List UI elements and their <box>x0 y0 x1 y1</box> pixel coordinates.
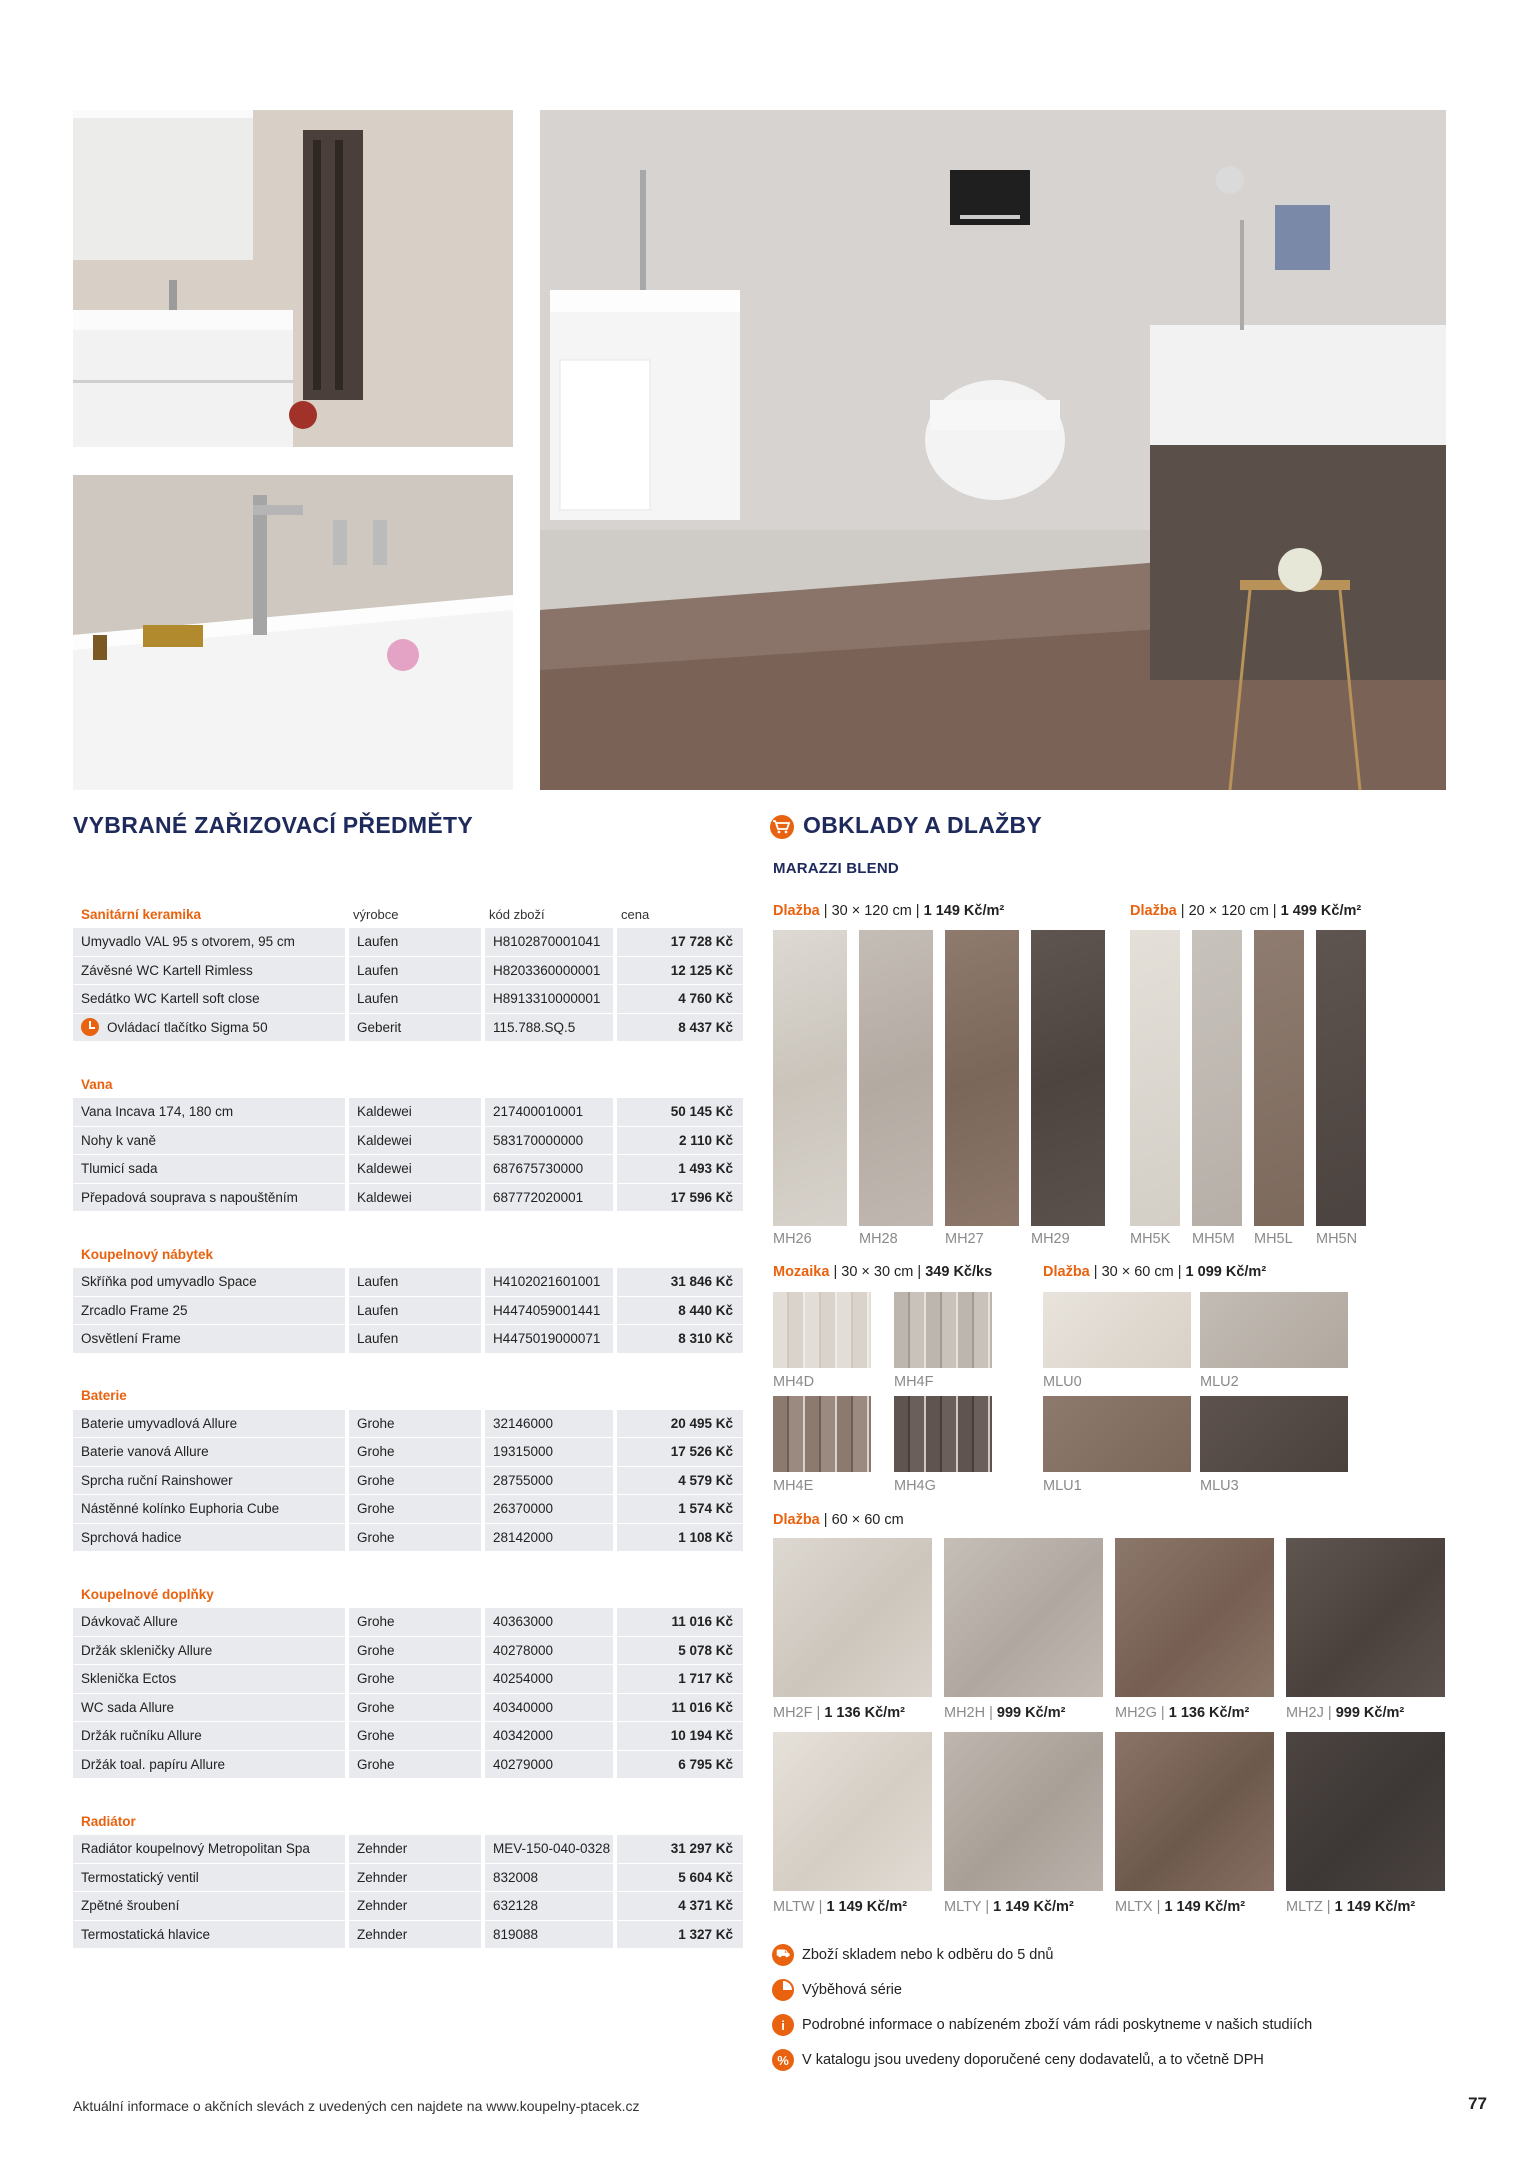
table-row <box>73 1438 743 1467</box>
cell-mfr: Grohe <box>349 1694 481 1723</box>
tile-mh27 <box>945 930 1019 1226</box>
cell-name <box>73 1892 345 1921</box>
cell-price: 5 604 Kč <box>617 1864 743 1893</box>
cell-mfr: Laufen <box>349 957 481 986</box>
cell-mfr: Laufen <box>349 1297 481 1326</box>
cell-mfr: Laufen <box>349 928 481 957</box>
cell-price: 31 846 Kč <box>617 1268 743 1297</box>
cell-mfr: Zehnder <box>349 1921 481 1950</box>
cell-price: 1 108 Kč <box>617 1524 743 1553</box>
category-title: Koupelnové doplňky <box>81 1586 214 1602</box>
tile-price-label: MLTZ | 1 149 Kč/m² <box>1286 1899 1416 1915</box>
tile-mh29 <box>1031 930 1105 1226</box>
tile-mh28 <box>859 930 933 1226</box>
tile-mh5n <box>1316 930 1366 1226</box>
cart-icon <box>770 815 794 839</box>
cell-code: H8913310000001 <box>485 985 613 1014</box>
cell-name-text: Osvětlení Frame <box>81 1331 181 1347</box>
cell-name <box>73 1297 345 1326</box>
tile-mh2f <box>773 1538 932 1697</box>
table-row <box>73 1268 743 1297</box>
cell-name-text: Zpětné šroubení <box>81 1898 180 1914</box>
cell-name <box>73 1637 345 1666</box>
table-row <box>73 1325 743 1354</box>
tile-code: MH26 <box>773 1231 812 1247</box>
cell-price: 1 574 Kč <box>617 1495 743 1524</box>
table-row <box>73 1921 743 1950</box>
cell-price: 17 596 Kč <box>617 1184 743 1213</box>
cell-code: H4475019000071 <box>485 1325 613 1354</box>
cell-code: 40363000 <box>485 1608 613 1637</box>
cell-name <box>73 1268 345 1297</box>
tile-group-4-label: Dlažba | 30 × 60 cm | 1 099 Kč/m² <box>1043 1264 1267 1280</box>
cell-mfr: Zehnder <box>349 1835 481 1864</box>
cell-name <box>73 1438 345 1467</box>
cell-name-text: Držák ručníku Allure <box>81 1728 202 1744</box>
cell-name-text: Termostatická hlavice <box>81 1926 211 1942</box>
cell-price: 8 437 Kč <box>617 1014 743 1043</box>
category-title: Baterie <box>81 1388 127 1403</box>
table-row <box>73 1751 743 1780</box>
cell-code: 583170000000 <box>485 1127 613 1156</box>
cell-name-text: Ovládací tlačítko Sigma 50 <box>107 1019 268 1035</box>
legend-stock: ⛟ Zboží skladem nebo k odběru do 5 dnů <box>772 1944 1054 1966</box>
cell-code: 19315000 <box>485 1438 613 1467</box>
cell-code: 28142000 <box>485 1524 613 1553</box>
cell-name <box>73 1665 345 1694</box>
cell-name <box>73 1751 345 1780</box>
tile-mlu0 <box>1043 1292 1191 1368</box>
table-row <box>73 1410 743 1439</box>
cell-price: 12 125 Kč <box>617 957 743 986</box>
cell-name <box>73 1835 345 1864</box>
cell-price: 4 371 Kč <box>617 1892 743 1921</box>
cell-mfr: Grohe <box>349 1751 481 1780</box>
table-row <box>73 1694 743 1723</box>
cell-mfr: Zehnder <box>349 1864 481 1893</box>
cell-name-text: Dávkovač Allure <box>81 1614 178 1630</box>
tile-code: MH5K <box>1130 1231 1171 1247</box>
cell-name-text: Sprchová hadice <box>81 1529 182 1545</box>
cell-name-text: Termostatický ventil <box>81 1869 199 1885</box>
mosaic-mh4f <box>894 1292 992 1368</box>
cell-code: 32146000 <box>485 1410 613 1439</box>
cell-price: 5 078 Kč <box>617 1637 743 1666</box>
tile-price-label: MH2H | 999 Kč/m² <box>944 1705 1066 1721</box>
tile-group-1-label: Dlažba | 30 × 120 cm | 1 149 Kč/m² <box>773 903 1005 919</box>
table-row <box>73 1722 743 1751</box>
tile-code: MH5N <box>1316 1231 1358 1247</box>
cell-price: 11 016 Kč <box>617 1608 743 1637</box>
tile-mh5m <box>1192 930 1242 1226</box>
cell-mfr: Geberit <box>349 1014 481 1043</box>
cell-name-text: Přepadová souprava s napouštěním <box>81 1189 298 1205</box>
page-number: 77 <box>1468 2094 1487 2113</box>
percent-icon: % <box>772 2049 794 2071</box>
tile-mh2h <box>944 1538 1103 1697</box>
cell-mfr: Kaldewei <box>349 1155 481 1184</box>
cell-name-text: Umyvadlo VAL 95 s otvorem, 95 cm <box>81 934 295 950</box>
cell-code: 217400010001 <box>485 1098 613 1127</box>
cell-mfr: Laufen <box>349 1268 481 1297</box>
cell-price: 8 310 Kč <box>617 1325 743 1354</box>
cell-mfr: Grohe <box>349 1438 481 1467</box>
cell-name-text: Zrcadlo Frame 25 <box>81 1302 188 1318</box>
table-row <box>73 1467 743 1496</box>
cell-name-text: Tlumicí sada <box>81 1161 158 1177</box>
cell-price: 17 728 Kč <box>617 928 743 957</box>
tile-code: MH27 <box>945 1231 984 1247</box>
info-icon: i <box>772 2014 794 2036</box>
cell-name <box>73 1098 345 1127</box>
tile-mltx <box>1115 1732 1274 1891</box>
tile-mh2g <box>1115 1538 1274 1697</box>
cell-name <box>73 1524 345 1553</box>
cell-name <box>73 1184 345 1213</box>
cell-name <box>73 1410 345 1439</box>
cell-code: MEV-150-040-0328 <box>485 1835 613 1864</box>
cell-name-text: Sprcha ruční Rainshower <box>81 1472 233 1488</box>
mosaic-mh4d <box>773 1292 871 1368</box>
cell-mfr: Grohe <box>349 1495 481 1524</box>
cell-mfr: Laufen <box>349 1325 481 1354</box>
table-row <box>73 1835 743 1864</box>
cell-name-text: Nástěnné kolínko Euphoria Cube <box>81 1501 280 1517</box>
cell-price: 6 795 Kč <box>617 1751 743 1780</box>
cell-code: H8102870001041 <box>485 928 613 957</box>
cell-name <box>73 1127 345 1156</box>
legend-info: i Podrobné informace o nabízeném zboží vám rádi poskytneme v našich studiích <box>772 2014 1312 2036</box>
tile-price-label: MLTY | 1 149 Kč/m² <box>944 1899 1074 1915</box>
cell-name <box>73 957 345 986</box>
table-row <box>73 1184 743 1213</box>
section-title-fixtures: VYBRANÉ ZAŘIZOVACÍ PŘEDMĚTY <box>73 812 473 838</box>
cell-name <box>73 1608 345 1637</box>
cell-code: 40278000 <box>485 1637 613 1666</box>
tile-mh2j <box>1286 1538 1445 1697</box>
tile-mh26 <box>773 930 847 1226</box>
legend-discontinued: Výběhová série <box>772 1979 902 2001</box>
table-row <box>73 1297 743 1326</box>
photo-washbasin-detail <box>73 475 513 790</box>
tile-mlu1 <box>1043 1396 1191 1472</box>
col-header-mfr: výrobce <box>353 906 399 922</box>
cell-name-text: Radiátor koupelnový Metropolitan Spa <box>81 1841 310 1857</box>
cell-price: 31 297 Kč <box>617 1835 743 1864</box>
cell-price: 50 145 Kč <box>617 1098 743 1127</box>
cell-name <box>73 1467 345 1496</box>
tile-mlty <box>944 1732 1103 1891</box>
cell-price: 1 717 Kč <box>617 1665 743 1694</box>
tile-mlu2 <box>1200 1292 1348 1368</box>
table-row <box>73 957 743 986</box>
cell-price: 11 016 Kč <box>617 1694 743 1723</box>
cell-code: 28755000 <box>485 1467 613 1496</box>
cell-price: 10 194 Kč <box>617 1722 743 1751</box>
tile-code: MH4F <box>894 1374 934 1390</box>
cell-name <box>73 1325 345 1354</box>
tile-code: MH5M <box>1192 1231 1235 1247</box>
cell-mfr: Kaldewei <box>349 1098 481 1127</box>
cell-name <box>73 1722 345 1751</box>
tile-price-label: MH2J | 999 Kč/m² <box>1286 1705 1405 1721</box>
tile-group-2-label: Dlažba | 20 × 120 cm | 1 499 Kč/m² <box>1130 903 1362 919</box>
table-row <box>73 1127 743 1156</box>
cell-code: H4474059001441 <box>485 1297 613 1326</box>
photo-washbasin-mirror <box>73 110 513 447</box>
cell-name-text: Baterie umyvadlová Allure <box>81 1415 238 1431</box>
tile-code: MLU1 <box>1043 1478 1082 1494</box>
tile-mh5l <box>1254 930 1304 1226</box>
cell-name <box>73 1495 345 1524</box>
table-row <box>73 1864 743 1893</box>
cell-name-text: Skříňka pod umyvadlo Space <box>81 1274 257 1290</box>
clock-icon <box>81 1018 99 1036</box>
footer-note: Aktuální informace o akčních slevách z uvedených cen najdete na www.koupelny-ptacek.cz <box>73 2098 640 2114</box>
cell-code: 26370000 <box>485 1495 613 1524</box>
tile-mltz <box>1286 1732 1445 1891</box>
table-header <box>73 900 743 928</box>
table-row <box>73 1665 743 1694</box>
cell-mfr: Grohe <box>349 1524 481 1553</box>
cell-mfr: Grohe <box>349 1410 481 1439</box>
table-row <box>73 1892 743 1921</box>
cell-price: 17 526 Kč <box>617 1438 743 1467</box>
cell-mfr: Grohe <box>349 1467 481 1496</box>
category-title: Radiátor <box>81 1813 136 1829</box>
tile-price-label: MH2G | 1 136 Kč/m² <box>1115 1705 1250 1721</box>
tile-code: MH4G <box>894 1478 936 1494</box>
table-row <box>73 1014 743 1043</box>
cell-mfr: Grohe <box>349 1608 481 1637</box>
category-title: Sanitární keramika <box>81 906 202 922</box>
tile-code: MH28 <box>859 1231 898 1247</box>
tile-code: MH5L <box>1254 1231 1293 1247</box>
tile-price-label: MLTW | 1 149 Kč/m² <box>773 1899 908 1915</box>
cell-name-text: Baterie vanová Allure <box>81 1444 209 1460</box>
cell-name-text: WC sada Allure <box>81 1699 175 1715</box>
tile-code: MH29 <box>1031 1231 1070 1247</box>
cell-name <box>73 1921 345 1950</box>
cell-name <box>73 1864 345 1893</box>
cell-price: 8 440 Kč <box>617 1297 743 1326</box>
tile-mltw <box>773 1732 932 1891</box>
tile-price-label: MH2F | 1 136 Kč/m² <box>773 1705 905 1721</box>
cell-code: H8203360000001 <box>485 957 613 986</box>
tile-code: MH4D <box>773 1374 815 1390</box>
cell-code: 832008 <box>485 1864 613 1893</box>
cart-icon: ⛟ <box>772 1944 794 1966</box>
cell-name-text: Sedátko WC Kartell soft close <box>81 991 260 1007</box>
category-title: Koupelnový nábytek <box>81 1246 214 1262</box>
cell-name-text: Závěsné WC Kartell Rimless <box>81 962 253 978</box>
cell-name-text: Držák skleničky Allure <box>81 1642 213 1658</box>
clock-icon <box>772 1979 794 2001</box>
cell-name-text: Držák toal. papíru Allure <box>81 1756 226 1772</box>
table-row <box>73 1524 743 1553</box>
cell-price: 1 327 Kč <box>617 1921 743 1950</box>
cell-code: 40340000 <box>485 1694 613 1723</box>
cell-price: 4 579 Kč <box>617 1467 743 1496</box>
cell-code: 819088 <box>485 1921 613 1950</box>
cell-price: 2 110 Kč <box>617 1127 743 1156</box>
cell-name-text: Vana Incava 174, 180 cm <box>81 1104 234 1120</box>
cell-mfr: Kaldewei <box>349 1127 481 1156</box>
series-title: MARAZZI BLEND <box>773 860 899 877</box>
cell-code: 687675730000 <box>485 1155 613 1184</box>
cell-name <box>73 985 345 1014</box>
cell-code: 632128 <box>485 1892 613 1921</box>
photo-bathroom <box>540 110 1446 790</box>
cell-code: 115.788.SQ.5 <box>485 1014 613 1043</box>
cell-name <box>73 1155 345 1184</box>
cell-mfr: Kaldewei <box>349 1184 481 1213</box>
table-row <box>73 985 743 1014</box>
cell-mfr: Grohe <box>349 1722 481 1751</box>
cell-mfr: Zehnder <box>349 1892 481 1921</box>
col-header-price: cena <box>621 906 650 922</box>
tile-price-label: MLTX | 1 149 Kč/m² <box>1115 1899 1246 1915</box>
cell-name-text: Nohy k vaně <box>81 1132 157 1148</box>
col-header-code: kód zboží <box>489 906 545 922</box>
table-row <box>73 1608 743 1637</box>
table-row <box>73 1495 743 1524</box>
cell-price: 4 760 Kč <box>617 985 743 1014</box>
table-row <box>73 1637 743 1666</box>
cell-mfr: Grohe <box>349 1637 481 1666</box>
mosaic-mh4e <box>773 1396 871 1472</box>
legend-prices: % V katalogu jsou uvedeny doporučené ceny dodavatelů, a to včetně DPH <box>772 2049 1264 2071</box>
cell-name <box>73 1014 345 1043</box>
cell-name-text: Sklenička Ectos <box>81 1671 177 1687</box>
cell-code: 687772020001 <box>485 1184 613 1213</box>
tile-mh5k <box>1130 930 1180 1226</box>
cell-price: 20 495 Kč <box>617 1410 743 1439</box>
cell-code: 40254000 <box>485 1665 613 1694</box>
cell-price: 1 493 Kč <box>617 1155 743 1184</box>
category-title: Vana <box>81 1076 113 1092</box>
table-row <box>73 1155 743 1184</box>
tile-code: MLU0 <box>1043 1374 1082 1390</box>
cell-mfr: Grohe <box>349 1665 481 1694</box>
cell-code: H4102021601001 <box>485 1268 613 1297</box>
table-row <box>73 1098 743 1127</box>
cell-name <box>73 928 345 957</box>
cell-code: 40279000 <box>485 1751 613 1780</box>
cell-name <box>73 1694 345 1723</box>
table-row <box>73 928 743 957</box>
tile-mlu3 <box>1200 1396 1348 1472</box>
product-table <box>73 900 743 1949</box>
cell-mfr: Laufen <box>349 985 481 1014</box>
tile-group-5-label: Dlažba | 60 × 60 cm <box>773 1512 904 1528</box>
mosaic-mh4g <box>894 1396 992 1472</box>
tile-code: MLU2 <box>1200 1374 1239 1390</box>
section-title-tiles: OBKLADY A DLAŽBY <box>803 812 1043 838</box>
tile-code: MH4E <box>773 1478 814 1494</box>
tile-group-3-label: Mozaika | 30 × 30 cm | 349 Kč/ks <box>773 1264 993 1280</box>
tile-code: MLU3 <box>1200 1478 1239 1494</box>
cell-code: 40342000 <box>485 1722 613 1751</box>
